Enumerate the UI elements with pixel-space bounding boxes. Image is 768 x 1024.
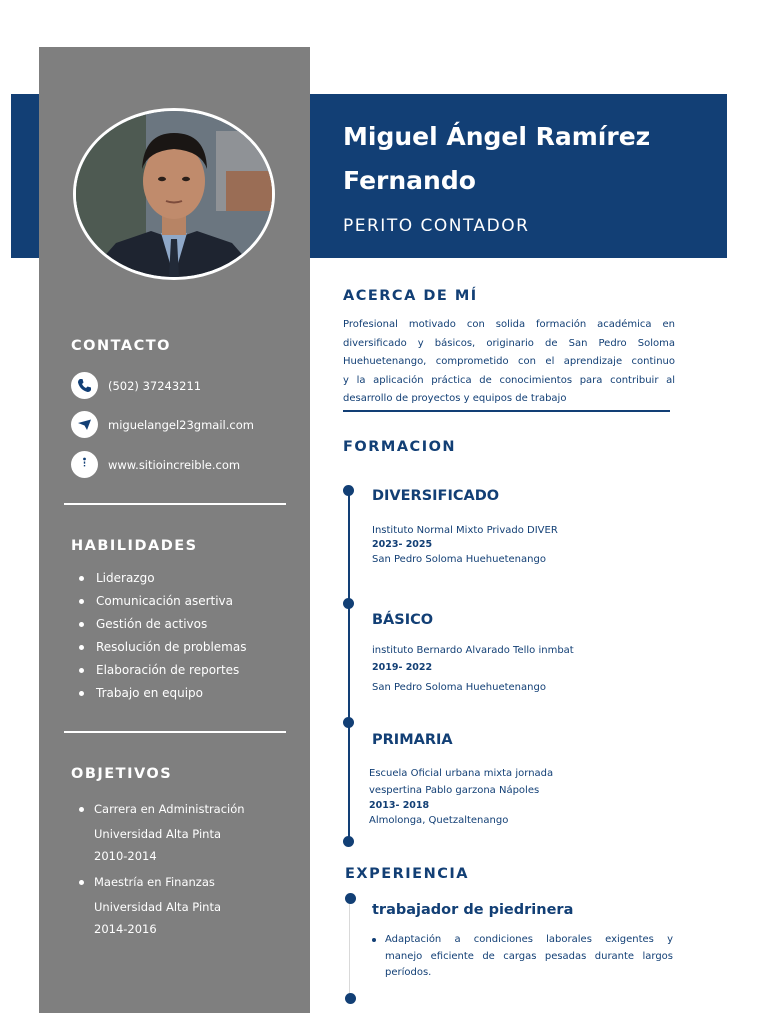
objective-years: 2014-2016 [94, 922, 157, 936]
skills-heading: HABILIDADES [71, 538, 198, 554]
experience-description [385, 932, 673, 982]
skill-item: Comunicación asertiva [96, 594, 234, 608]
send-icon [71, 411, 98, 438]
experience-line: Adaptación a condiciones laborales exigentes y [385, 934, 673, 945]
location-icon [71, 451, 98, 478]
education-institution: Escuela Oficial urbana mixta jornada [369, 768, 554, 779]
portrait-image [76, 111, 272, 277]
skill-item: Elaboración de reportes [96, 663, 240, 677]
education-years: 2013- 2018 [369, 800, 430, 811]
timeline-dot [343, 485, 354, 496]
skill-item: Gestión de activos [96, 617, 208, 631]
contact-heading: CONTACTO [71, 338, 171, 354]
about-line: y la aplicación práctica de conocimientos para contribuir al [343, 374, 675, 386]
education-level: DIVERSIFICADO [372, 488, 500, 504]
bullet [372, 938, 376, 942]
sidebar-divider-2 [64, 731, 286, 733]
bullet [79, 622, 84, 627]
contact-website[interactable]: www.sitioincreible.com [108, 458, 241, 472]
objective-school: Universidad Alta Pinta [94, 900, 221, 914]
bullet [79, 691, 84, 696]
phone-icon [71, 372, 98, 399]
education-place: San Pedro Soloma Huehuetenango [372, 554, 546, 565]
bullet [79, 576, 84, 581]
experience-line: manejo eficiente de cargas pesadas durante largos [385, 950, 673, 962]
sidebar-divider-1 [64, 503, 286, 505]
experience-job-title: trabajador de piedrinera [372, 902, 574, 918]
education-level: PRIMARIA [372, 732, 453, 748]
timeline-dot [343, 598, 354, 609]
timeline-dot [345, 893, 356, 904]
job-title: PERITO CONTADOR [343, 216, 530, 236]
skill-item: Resolución de problemas [96, 640, 247, 654]
timeline-dot [343, 836, 354, 847]
name-line-2: Fernando [343, 166, 476, 195]
experience-heading: EXPERIENCIA [345, 866, 469, 882]
education-level: BÁSICO [372, 612, 434, 628]
objective-title: Carrera en Administración [94, 802, 245, 816]
timeline-dot [343, 717, 354, 728]
education-years: 2023- 2025 [372, 539, 433, 550]
bullet [79, 668, 84, 673]
profile-photo [73, 108, 275, 280]
about-divider [343, 410, 670, 412]
skill-item: Liderazgo [96, 571, 155, 585]
name-line-1: Miguel Ángel Ramírez [343, 122, 651, 151]
bullet [79, 599, 84, 604]
education-heading: FORMACION [343, 439, 457, 455]
education-institution-line2: vespertina Pablo garzona Nápoles [369, 785, 540, 796]
education-institution: instituto Bernardo Alvarado Tello inmbat [372, 645, 574, 656]
objectives-heading: OBJETIVOS [71, 766, 173, 782]
objective-school: Universidad Alta Pinta [94, 827, 221, 841]
bullet [79, 645, 84, 650]
about-line: Huehuetenango, comprometido con el aprendizaje continuo [343, 356, 675, 367]
about-line: Profesional motivado con solida formación académica en [343, 319, 675, 330]
contact-email[interactable]: miguelangel23gmail.com [108, 418, 254, 432]
about-line: diversificado y básicos, originario de San Pedro Soloma [343, 337, 675, 349]
about-paragraph [343, 316, 675, 409]
bullet [79, 807, 84, 812]
experience-timeline [349, 900, 350, 996]
education-timeline [348, 490, 350, 842]
about-heading: ACERCA DE MÍ [343, 288, 478, 304]
bullet [79, 880, 84, 885]
timeline-dot [345, 993, 356, 1004]
objective-title: Maestría en Finanzas [94, 875, 215, 889]
education-place: San Pedro Soloma Huehuetenango [372, 682, 546, 693]
education-institution: Instituto Normal Mixto Privado DIVER [372, 525, 558, 536]
education-place: Almolonga, Quetzaltenango [369, 815, 509, 826]
objective-years: 2010-2014 [94, 849, 157, 863]
experience-line: períodos. [385, 967, 432, 978]
about-line: desarrollo de proyectos y equipos de trabajo [343, 393, 567, 404]
contact-phone[interactable]: (502) 37243211 [108, 379, 202, 393]
education-years: 2019- 2022 [372, 662, 433, 673]
skill-item: Trabajo en equipo [96, 686, 204, 700]
